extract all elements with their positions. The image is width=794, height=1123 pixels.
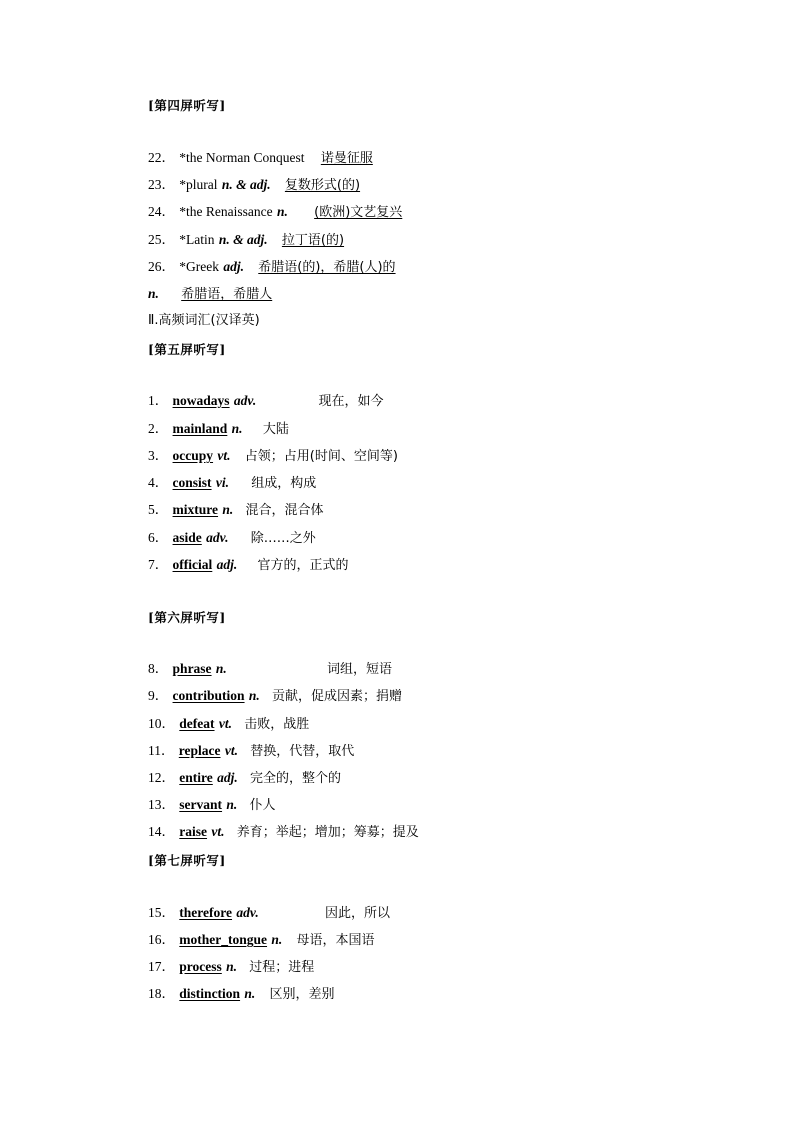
section-header-5: [第五屏听写]	[148, 342, 226, 357]
entry-word: *Latin	[179, 232, 215, 247]
vocab-item-2	[148, 420, 289, 439]
vocab-pos: n.	[248, 688, 260, 703]
entry-pos: n.	[148, 286, 159, 301]
entry-meaning: 复数形式(的)	[284, 178, 361, 193]
vocab-number: 14．	[148, 824, 175, 839]
vocab-meaning: 贡献，促成因素；捐赠	[272, 689, 403, 704]
vocab-item-7	[148, 556, 349, 575]
vocab-pos: n.	[222, 502, 234, 517]
vocab-pos: vt.	[218, 716, 232, 731]
vocab-number: 17．	[148, 959, 175, 974]
vocab-word: process	[179, 959, 222, 974]
entry-26-extra	[148, 285, 272, 304]
vocab-item-16	[148, 931, 375, 950]
vocab-pos: n.	[215, 661, 227, 676]
entry-22	[148, 149, 373, 168]
vocab-word: mainland	[172, 421, 228, 436]
vocab-number: 7．	[148, 557, 169, 572]
vocab-number: 5．	[148, 502, 169, 517]
vocab-pos: vi.	[215, 475, 229, 490]
vocab-number: 10．	[148, 716, 175, 731]
vocab-item-9	[148, 687, 402, 706]
vocab-word: occupy	[172, 448, 214, 463]
vocab-number: 4．	[148, 475, 169, 490]
vocab-meaning: 占领；占用(时间、空间等)	[244, 449, 398, 464]
vocab-word: servant	[179, 797, 223, 812]
vocab-item-1	[148, 392, 384, 411]
vocab-pos: adv.	[236, 905, 259, 920]
entry-pos: adj.	[223, 259, 244, 274]
vocab-item-15	[148, 904, 390, 923]
vocab-meaning: 现在，如今	[318, 394, 384, 409]
vocab-number: 11．	[148, 743, 175, 758]
entry-meaning: 诺曼征服	[320, 151, 373, 166]
vocab-number: 18．	[148, 986, 175, 1001]
entry-pos: n. & adj.	[218, 232, 268, 247]
entry-meaning: (欧洲)文艺复兴	[314, 205, 403, 220]
vocab-item-12	[148, 769, 341, 788]
vocab-word: mother_tongue	[179, 932, 268, 947]
entry-26	[148, 258, 396, 277]
vocab-meaning: 完全的，整个的	[250, 771, 342, 786]
entry-meaning: 拉丁语(的)	[281, 233, 345, 248]
vocab-number: 3．	[148, 448, 169, 463]
subheading: Ⅱ.高频词汇(汉译英)	[148, 313, 260, 328]
entry-25	[148, 231, 344, 250]
entry-word: *plural	[179, 177, 218, 192]
vocab-item-14	[148, 823, 419, 842]
vocab-meaning: 击败，战胜	[244, 717, 310, 732]
entry-number: 22．	[148, 150, 175, 165]
entry-pos: n. & adj.	[221, 177, 271, 192]
vocab-meaning: 混合，混合体	[245, 503, 324, 518]
vocab-meaning: 母语，本国语	[296, 933, 375, 948]
vocab-meaning: 替换，代替，取代	[250, 744, 355, 759]
section-header-4: [第四屏听写]	[148, 98, 226, 113]
section-header-6: [第六屏听写]	[148, 610, 226, 625]
vocab-item-10	[148, 715, 309, 734]
entry-number: 23．	[148, 177, 175, 192]
vocab-pos: n.	[226, 797, 238, 812]
vocab-number: 6．	[148, 530, 169, 545]
vocab-item-8	[148, 660, 392, 679]
vocab-word: mixture	[172, 502, 219, 517]
vocab-number: 9．	[148, 688, 169, 703]
vocab-number: 12．	[148, 770, 175, 785]
vocab-item-17	[148, 958, 314, 977]
section-header-7: [第七屏听写]	[148, 853, 226, 868]
entry-pos: n.	[276, 204, 288, 219]
vocab-item-13	[148, 796, 276, 815]
vocab-word: entire	[179, 770, 213, 785]
vocab-number: 1．	[148, 393, 169, 408]
vocab-meaning: 养育；举起；增加；筹募；提及	[236, 825, 419, 840]
vocab-meaning: 组成，构成	[251, 476, 317, 491]
entry-meaning: 希腊语(的)，希腊(人)的	[258, 260, 396, 275]
vocab-word: replace	[178, 743, 221, 758]
vocab-word: contribution	[172, 688, 245, 703]
entry-meaning: 希腊语，希腊人	[181, 287, 273, 302]
vocab-item-3	[148, 447, 398, 466]
entry-23	[148, 176, 360, 195]
vocab-pos: adj.	[217, 770, 238, 785]
vocab-word: phrase	[172, 661, 212, 676]
entry-word: *Greek	[179, 259, 220, 274]
vocab-number: 2．	[148, 421, 169, 436]
vocab-item-18	[148, 985, 335, 1004]
vocab-meaning: 大陆	[262, 422, 289, 437]
vocab-number: 15．	[148, 905, 175, 920]
vocab-pos: vt.	[211, 824, 225, 839]
vocab-pos: adv.	[206, 530, 229, 545]
vocab-pos: vt.	[217, 448, 231, 463]
vocab-word: official	[172, 557, 213, 572]
vocab-word: defeat	[179, 716, 215, 731]
entry-number: 26．	[148, 259, 175, 274]
vocab-pos: adj.	[216, 557, 238, 572]
vocab-pos: n.	[271, 932, 283, 947]
entry-number: 24．	[148, 204, 175, 219]
entry-24	[148, 203, 402, 222]
vocab-pos: n.	[226, 959, 237, 974]
vocab-pos: vt.	[224, 743, 238, 758]
vocab-item-5	[148, 501, 324, 520]
vocab-pos: n.	[244, 986, 256, 1001]
entry-number: 25．	[148, 232, 175, 247]
vocab-word: raise	[179, 824, 208, 839]
vocab-meaning: 词组，短语	[327, 662, 393, 677]
vocab-word: consist	[172, 475, 212, 490]
vocab-number: 16．	[148, 932, 175, 947]
vocab-meaning: 因此，所以	[325, 906, 391, 921]
vocab-item-6	[148, 529, 316, 548]
vocab-pos: n.	[231, 421, 243, 436]
vocab-meaning: 区别，差别	[269, 987, 335, 1002]
vocab-item-4	[148, 474, 316, 493]
vocab-word: therefore	[179, 905, 233, 920]
vocab-meaning: 过程；进程	[249, 960, 315, 975]
vocab-pos: adv.	[233, 393, 257, 408]
vocab-number: 13．	[148, 797, 175, 812]
vocab-meaning: 仆人	[249, 798, 276, 813]
vocab-word: distinction	[179, 986, 241, 1001]
entry-word: *the Renaissance	[179, 204, 273, 219]
vocab-item-11	[148, 742, 354, 761]
vocab-meaning: 官方的，正式的	[257, 558, 349, 573]
vocab-meaning: 除……之外	[250, 531, 316, 546]
vocab-word: nowadays	[172, 393, 230, 408]
vocab-word: aside	[172, 530, 202, 545]
entry-word: *the Norman Conquest	[179, 150, 305, 165]
vocab-number: 8．	[148, 661, 169, 676]
